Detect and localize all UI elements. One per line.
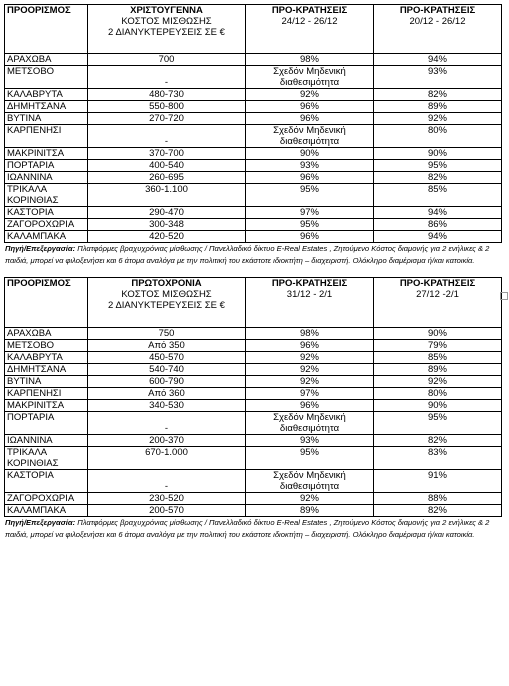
booking-a-dates: 24/12 - 26/12 bbox=[281, 16, 338, 27]
destination-cell bbox=[5, 493, 88, 505]
table-row bbox=[5, 148, 502, 160]
booking-a-cell bbox=[246, 364, 374, 376]
booking-b-cell: 93% bbox=[374, 66, 502, 89]
booking-a-cell bbox=[246, 113, 374, 125]
destination-name: ΜΕΤΣΟΒΟ bbox=[7, 340, 55, 351]
cost-cell: - bbox=[88, 66, 246, 89]
booking-a-value: 92% bbox=[299, 364, 319, 375]
destination-name: ΚΑΛΑΜΠΑΚΑ bbox=[7, 505, 67, 516]
destination-cell bbox=[5, 66, 88, 89]
booking-a-value: 93% bbox=[299, 435, 319, 446]
cost-label-line1: ΚΟΣΤΟΣ ΜΙΣΘΩΣΗΣ bbox=[121, 16, 212, 27]
table-row bbox=[5, 89, 502, 101]
booking-a-value: 96% bbox=[299, 400, 319, 411]
table-row bbox=[5, 125, 502, 148]
booking-b-dates: 27/12 -2/1 bbox=[416, 289, 459, 300]
booking-a-cell bbox=[246, 505, 374, 517]
booking-a-label: ΠΡΟ-ΚΡΑΤΗΣΕΙΣ bbox=[271, 5, 348, 16]
destination-cell bbox=[5, 340, 88, 352]
booking-a-label: ΠΡΟ-ΚΡΑΤΗΣΕΙΣ bbox=[271, 278, 348, 289]
destination-cell bbox=[5, 148, 88, 160]
cost-cell: 600-790 bbox=[88, 376, 246, 388]
destination-cell bbox=[5, 207, 88, 219]
booking-a-cell bbox=[246, 172, 374, 184]
booking-b-cell: 85% bbox=[374, 352, 502, 364]
new-year-table-body bbox=[5, 328, 502, 517]
booking-a-cell bbox=[246, 376, 374, 388]
booking-b-cell: 80% bbox=[374, 125, 502, 148]
booking-b-cell: 82% bbox=[374, 505, 502, 517]
booking-a-cell bbox=[246, 388, 374, 400]
booking-a-value-line2: διαθεσιμότητα bbox=[279, 77, 340, 88]
cost-cell: Από 360 bbox=[88, 388, 246, 400]
booking-b-cell: 95% bbox=[374, 160, 502, 172]
booking-a-cell bbox=[246, 352, 374, 364]
booking-a-value: Σχεδόν Μηδενική bbox=[273, 66, 346, 77]
destination-name: ΚΑΛΑΒΡΥΤΑ bbox=[7, 89, 63, 100]
cost-cell: 290-470 bbox=[88, 207, 246, 219]
table-row bbox=[5, 352, 502, 364]
table-row bbox=[5, 364, 502, 376]
destination-name: ΑΡΑΧΩΒΑ bbox=[7, 328, 52, 339]
table-row bbox=[5, 219, 502, 231]
source-text: Πλατφόρμες βραχυχρόνιας μίσθωσης / Πανελλαδικό δίκτυο E-Real Estates , Ζητούμενο Κόστος διαμονής για 2 ενήλικες & 2 παιδιά, μπορεί να φιλοξενήσει και 6 άτομα αναλόγα με την πολιτική του εκάστοτε ιδιοκτήτη – διαχειριστή. Ολόκληρο διαμέρισμα ή/και κατοικία. bbox=[5, 244, 490, 265]
destination-cell bbox=[5, 101, 88, 113]
booking-b-dates: 20/12 - 26/12 bbox=[409, 16, 466, 27]
cost-cell: 420-520 bbox=[88, 231, 246, 243]
table-row bbox=[5, 207, 502, 219]
booking-a-cell bbox=[246, 435, 374, 447]
booking-b-label: ΠΡΟ-ΚΡΑΤΗΣΕΙΣ bbox=[399, 278, 476, 289]
booking-b-cell: 89% bbox=[374, 101, 502, 113]
destination-cell bbox=[5, 388, 88, 400]
destination-cell bbox=[5, 231, 88, 243]
booking-a-value: Σχεδόν Μηδενική bbox=[273, 412, 346, 423]
destination-name: ΚΑΣΤΟΡΙΑ bbox=[7, 470, 54, 481]
destination-cell bbox=[5, 113, 88, 125]
booking-b-header bbox=[374, 5, 502, 54]
booking-a-value: 96% bbox=[299, 101, 319, 112]
booking-b-cell: 82% bbox=[374, 435, 502, 447]
booking-a-cell bbox=[246, 66, 374, 89]
booking-a-cell bbox=[246, 219, 374, 231]
table-row bbox=[5, 184, 502, 207]
header-row bbox=[5, 278, 502, 328]
booking-a-header bbox=[246, 278, 374, 328]
destination-name: ΚΑΣΤΟΡΙΑ bbox=[7, 207, 54, 218]
booking-b-cell: 80% bbox=[374, 388, 502, 400]
destination-cell bbox=[5, 89, 88, 101]
document-page bbox=[4, 4, 501, 540]
cost-cell: 550-800 bbox=[88, 101, 246, 113]
table-row bbox=[5, 505, 502, 517]
booking-a-value: Σχεδόν Μηδενική bbox=[273, 125, 346, 136]
cost-cell: 360-1.100 bbox=[88, 184, 246, 207]
booking-a-cell bbox=[246, 493, 374, 505]
destination-cell bbox=[5, 435, 88, 447]
cost-cell: 300-348 bbox=[88, 219, 246, 231]
destination-name: ΜΑΚΡΙΝΙΤΣΑ bbox=[7, 148, 65, 159]
destination-cell bbox=[5, 184, 88, 207]
cost-cell: 450-570 bbox=[88, 352, 246, 364]
cost-cell: 200-370 bbox=[88, 435, 246, 447]
table-row bbox=[5, 400, 502, 412]
source-label: Πηγή/Επεξεργασία: bbox=[5, 244, 76, 253]
booking-a-value: 95% bbox=[299, 184, 319, 195]
table-row bbox=[5, 435, 502, 447]
destination-name: ΖΑΓΟΡΟΧΩΡΙΑ bbox=[7, 219, 75, 230]
destination-cell bbox=[5, 505, 88, 517]
booking-b-cell: 94% bbox=[374, 231, 502, 243]
booking-a-cell bbox=[246, 470, 374, 493]
cost-cell: - bbox=[88, 412, 246, 435]
destination-name: ΚΑΛΑΒΡΥΤΑ bbox=[7, 352, 63, 363]
table-row bbox=[5, 376, 502, 388]
destination-name: ΤΡΙΚΑΛΑ bbox=[7, 184, 48, 195]
booking-a-value: 98% bbox=[299, 54, 319, 65]
table-row bbox=[5, 493, 502, 505]
booking-a-value: 96% bbox=[299, 340, 319, 351]
cost-cell: 400-540 bbox=[88, 160, 246, 172]
booking-a-value: 96% bbox=[299, 172, 319, 183]
destination-cell bbox=[5, 172, 88, 184]
cost-cell: 480-730 bbox=[88, 89, 246, 101]
booking-a-cell bbox=[246, 340, 374, 352]
cost-cell: - bbox=[88, 125, 246, 148]
booking-a-value: 97% bbox=[299, 207, 319, 218]
source-text: Πλατφόρμες βραχυχρόνιας μίσθωσης / Πανελλαδικό δίκτυο E-Real Estates , Ζητούμενο Κόστος διαμονής για 2 ενήλικες & 2 παιδιά, μπορεί να φιλοξενήσει και 6 άτομα αναλόγα με την πολιτική του εκάστοτε ιδιοκτήτη – διαχειριστή. Ολόκληρο διαμέρισμα ή/και κατοικία. bbox=[5, 518, 490, 539]
christmas-table-body bbox=[5, 54, 502, 243]
table-row bbox=[5, 66, 502, 89]
booking-a-value: 90% bbox=[299, 148, 319, 159]
booking-a-header bbox=[246, 5, 374, 54]
booking-b-cell: 89% bbox=[374, 364, 502, 376]
booking-b-cell: 88% bbox=[374, 493, 502, 505]
booking-a-value-line2: διαθεσιμότητα bbox=[279, 481, 340, 492]
booking-a-dates: 31/12 - 2/1 bbox=[286, 289, 333, 300]
booking-b-header bbox=[374, 278, 502, 328]
cost-cell: 750 bbox=[88, 328, 246, 340]
table-row bbox=[5, 113, 502, 125]
booking-b-cell: 94% bbox=[374, 54, 502, 66]
booking-a-value: 89% bbox=[299, 505, 319, 516]
cost-cell: 340-530 bbox=[88, 400, 246, 412]
booking-a-value: 92% bbox=[299, 352, 319, 363]
cost-cell: 270-720 bbox=[88, 113, 246, 125]
destination-name: ΔΗΜΗΤΣΑΝΑ bbox=[7, 364, 67, 375]
source-note bbox=[4, 517, 501, 540]
cost-cell: - bbox=[88, 470, 246, 493]
destination-name: ΚΑΡΠΕΝΗΣΙ bbox=[7, 388, 62, 399]
destination-cell bbox=[5, 328, 88, 340]
christmas-table bbox=[4, 4, 502, 243]
cost-cell: 670-1.000 bbox=[88, 447, 246, 470]
booking-b-cell: 85% bbox=[374, 184, 502, 207]
cost-cell: 370-700 bbox=[88, 148, 246, 160]
booking-a-cell bbox=[246, 207, 374, 219]
table-row bbox=[5, 470, 502, 493]
cost-cell: 200-570 bbox=[88, 505, 246, 517]
destination-name: ΒΥΤΙΝΑ bbox=[7, 113, 42, 124]
cost-header bbox=[88, 278, 246, 328]
booking-a-value-line2: διαθεσιμότητα bbox=[279, 423, 340, 434]
booking-b-cell: 90% bbox=[374, 400, 502, 412]
booking-a-cell bbox=[246, 184, 374, 207]
booking-a-cell bbox=[246, 328, 374, 340]
destination-name: ΤΡΙΚΑΛΑ bbox=[7, 447, 48, 458]
period-label: ΧΡΙΣΤΟΥΓΕΝΝΑ bbox=[130, 5, 203, 16]
booking-a-cell bbox=[246, 101, 374, 113]
cost-cell: 540-740 bbox=[88, 364, 246, 376]
cost-cell: 260-695 bbox=[88, 172, 246, 184]
booking-b-cell: 90% bbox=[374, 148, 502, 160]
period-label: ΠΡΩΤΟΧΡΟΝΙΑ bbox=[131, 278, 202, 289]
destination-name: ΚΑΛΑΜΠΑΚΑ bbox=[7, 231, 67, 242]
booking-a-value: Σχεδόν Μηδενική bbox=[273, 470, 346, 481]
destination-name: ΜΑΚΡΙΝΙΤΣΑ bbox=[7, 400, 65, 411]
destination-name: ΙΩΑΝΝΙΝΑ bbox=[7, 435, 53, 446]
table-row bbox=[5, 412, 502, 435]
destination-cell bbox=[5, 364, 88, 376]
booking-b-cell: 90% bbox=[374, 328, 502, 340]
source-label: Πηγή/Επεξεργασία: bbox=[5, 518, 76, 527]
table-row bbox=[5, 101, 502, 113]
destination-cell bbox=[5, 447, 88, 470]
cost-label-line2: 2 ΔΙΑΝΥΚΤΕΡΕΥΣΕΙΣ ΣΕ € bbox=[108, 300, 225, 311]
destination-cell bbox=[5, 400, 88, 412]
booking-b-cell: 86% bbox=[374, 219, 502, 231]
cost-cell: Από 350 bbox=[88, 340, 246, 352]
destination-name: ΙΩΑΝΝΙΝΑ bbox=[7, 172, 53, 183]
cost-cell: 230-520 bbox=[88, 493, 246, 505]
booking-b-cell: 94% bbox=[374, 207, 502, 219]
booking-b-cell: 91% bbox=[374, 470, 502, 493]
booking-a-cell bbox=[246, 125, 374, 148]
booking-a-value: 96% bbox=[299, 113, 319, 124]
table-row bbox=[5, 160, 502, 172]
destination-cell bbox=[5, 412, 88, 435]
booking-b-label: ΠΡΟ-ΚΡΑΤΗΣΕΙΣ bbox=[399, 5, 476, 16]
table-row bbox=[5, 172, 502, 184]
booking-a-value: 92% bbox=[299, 493, 319, 504]
booking-a-value: 92% bbox=[299, 89, 319, 100]
cost-label-line1: ΚΟΣΤΟΣ ΜΙΣΘΩΣΗΣ bbox=[121, 289, 212, 300]
table-row bbox=[5, 328, 502, 340]
booking-a-value: 92% bbox=[299, 376, 319, 387]
booking-a-cell bbox=[246, 160, 374, 172]
destination-cell bbox=[5, 219, 88, 231]
destination-name: ΠΟΡΤΑΡΙΑ bbox=[7, 412, 55, 423]
destination-name: ΔΗΜΗΤΣΑΝΑ bbox=[7, 101, 67, 112]
booking-b-cell: 82% bbox=[374, 172, 502, 184]
destination-cell bbox=[5, 376, 88, 388]
table-row bbox=[5, 231, 502, 243]
booking-a-value: 95% bbox=[299, 219, 319, 230]
booking-a-value: 98% bbox=[299, 328, 319, 339]
destination-name: ΜΕΤΣΟΒΟ bbox=[7, 66, 55, 77]
booking-a-cell bbox=[246, 148, 374, 160]
cost-label-line2: 2 ΔΙΑΝΥΚΤΕΡΕΥΣΕΙΣ ΣΕ € bbox=[108, 27, 225, 38]
table-row bbox=[5, 54, 502, 66]
table-row bbox=[5, 388, 502, 400]
destination-cell bbox=[5, 54, 88, 66]
booking-a-value: 96% bbox=[299, 231, 319, 242]
destination-name-line2: ΚΟΡΙΝΘΙΑΣ bbox=[7, 195, 59, 206]
booking-a-cell bbox=[246, 231, 374, 243]
destination-name: ΚΑΡΠΕΝΗΣΙ bbox=[7, 125, 62, 136]
destination-header: ΠΡΟΟΡΙΣΜΟΣ bbox=[5, 278, 88, 328]
destination-name-line2: ΚΟΡΙΝΘΙΑΣ bbox=[7, 458, 59, 469]
booking-b-cell: 83% bbox=[374, 447, 502, 470]
booking-a-value-line2: διαθεσιμότητα bbox=[279, 136, 340, 147]
destination-cell bbox=[5, 125, 88, 148]
cost-header bbox=[88, 5, 246, 54]
booking-a-cell bbox=[246, 54, 374, 66]
destination-name: ΒΥΤΙΝΑ bbox=[7, 376, 42, 387]
source-note bbox=[4, 243, 501, 266]
booking-b-cell: 95% bbox=[374, 412, 502, 435]
booking-a-cell bbox=[246, 447, 374, 470]
destination-name: ΠΟΡΤΑΡΙΑ bbox=[7, 160, 55, 171]
destination-name: ΖΑΓΟΡΟΧΩΡΙΑ bbox=[7, 493, 75, 504]
table-row bbox=[5, 340, 502, 352]
booking-a-value: 97% bbox=[299, 388, 319, 399]
new-year-table bbox=[4, 277, 502, 517]
anchor-marker bbox=[500, 292, 508, 300]
booking-b-cell: 92% bbox=[374, 113, 502, 125]
destination-cell bbox=[5, 160, 88, 172]
destination-header: ΠΡΟΟΡΙΣΜΟΣ bbox=[5, 5, 88, 54]
booking-b-cell: 79% bbox=[374, 340, 502, 352]
cost-cell: 700 bbox=[88, 54, 246, 66]
booking-b-cell: 92% bbox=[374, 376, 502, 388]
destination-cell bbox=[5, 352, 88, 364]
booking-b-cell: 82% bbox=[374, 89, 502, 101]
booking-a-cell bbox=[246, 400, 374, 412]
destination-name: ΑΡΑΧΩΒΑ bbox=[7, 54, 52, 65]
booking-a-value: 93% bbox=[299, 160, 319, 171]
table-row bbox=[5, 447, 502, 470]
booking-a-cell bbox=[246, 89, 374, 101]
booking-a-cell bbox=[246, 412, 374, 435]
header-row bbox=[5, 5, 502, 54]
booking-a-value: 95% bbox=[299, 447, 319, 458]
destination-cell bbox=[5, 470, 88, 493]
